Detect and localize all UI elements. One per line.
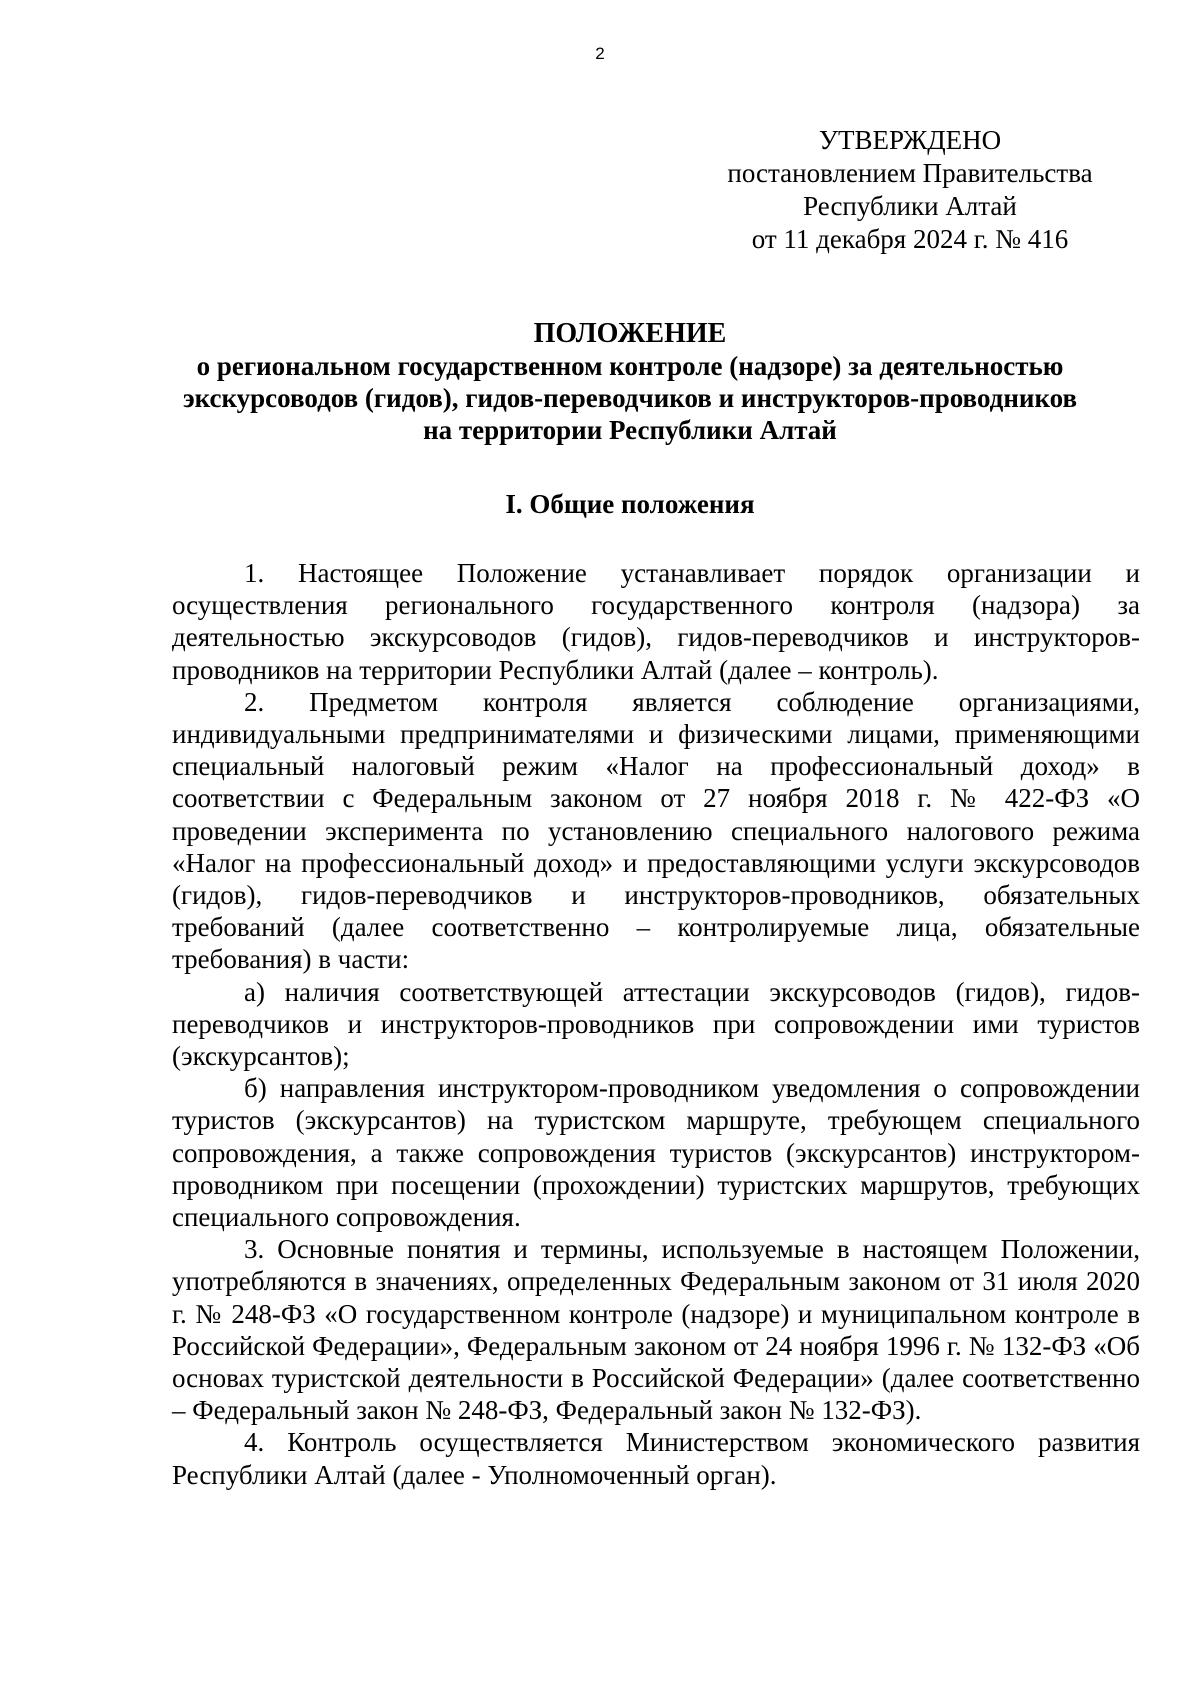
approval-stamp-block [700,124,1120,256]
document-body [172,557,1140,1491]
approval-line-region: Республики Алтай [803,191,1017,221]
paragraph-4: 4. Контроль осуществляется Министерством экономического развития Республики Алтай (далее - Уполномоченный орган). [172,1427,1140,1490]
approval-line-approved: УТВЕРЖДЕНО [818,125,1002,155]
document-subtitle-line-3: на территории Республики Алтай [423,415,837,445]
paragraph-2b: б) направления инструктором-проводником уведомления о сопровождении туристов (экскурсантов) на туристском маршруте, требующем специального сопровождения, а также сопровождения туристов (экскурсантов) инструктором-проводником при посещении (прохождении) туристских маршрутов, требующих специального сопровождения. [172,1073,1140,1233]
paragraph-3: 3. Основные понятия и термины, используемые в настоящем Положении, употребляются в значениях, определенных Федеральным законом от 31 июля 2020 г. № 248-ФЗ «О государственном контроле (надзоре) и муниципальном контроле в Российской Федерации», Федеральным законом от 24 ноября 1996 г. № 132-ФЗ «Об основах туристской деятельности в Российской Федерации» (далее соответственно – Федеральный закон № 248-ФЗ, Федеральный закон № 132-ФЗ). [172,1234,1140,1426]
approval-line-resolution: постановлением Правительства [727,158,1093,188]
document-subtitle-line-2: экскурсоводов (гидов), гидов-переводчиков и инструкторов-проводников [182,383,1078,413]
document-title: ПОЛОЖЕНИЕ [533,318,727,349]
page-number: 2 [595,44,605,63]
paragraph-2a: а) наличия соответствующей аттестации экскурсоводов (гидов), гидов-переводчиков и инструкторов-проводников при сопровождении ими туристов (экскурсантов); [172,976,1140,1072]
approval-line-date-number: от 11 декабря 2024 г. № 416 [751,224,1069,254]
section-title: I. Общие положения [505,489,755,519]
document-heading [140,318,1120,446]
paragraph-1: 1. Настоящее Положение устанавливает порядок организации и осуществления регионального государственного контроля (надзора) за деятельностью экскурсоводов (гидов), гидов-переводчиков и инструкторов-проводников на территории Республики Алтай (далее – контроль). [172,558,1140,685]
paragraph-2: 2. Предметом контроля является соблюдение организациями, индивидуальными предпринимателями и физическими лицами, применяющими специальный налоговый режим «Налог на профессиональный доход» в соответствии с Федеральным законом от 27 ноября 2018 г. № 422-ФЗ «О проведении эксперимента по установлению специального налогового режима «Налог на профессиональный доход» и предоставляющими услуги экскурсоводов (гидов), гидов-переводчиков и инструкторов-проводников, обязательных требований (далее соответственно – контролируемые лица, обязательные требования) в части: [172,686,1140,975]
document-subtitle-line-1: о региональном государственном контроле (надзоре) за деятельностью [196,351,1064,381]
